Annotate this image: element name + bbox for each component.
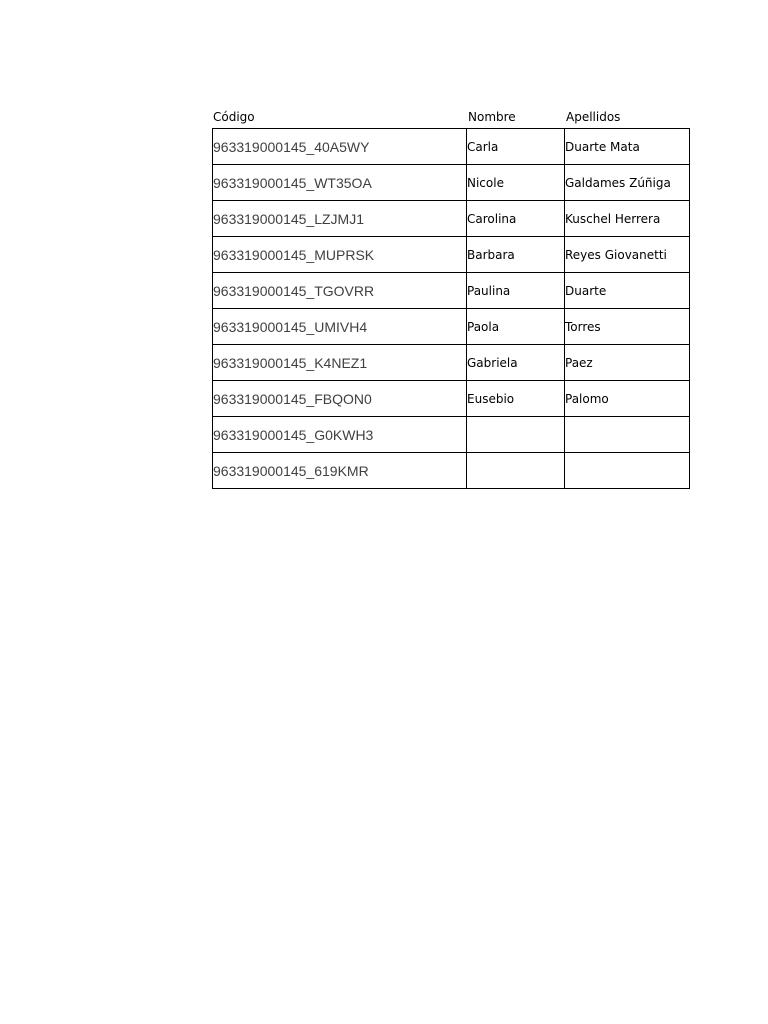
table-row (213, 201, 690, 237)
name-cell (467, 453, 565, 489)
header-codigo: Código (213, 110, 255, 124)
last-name-cell: Kuschel Herrera (565, 201, 690, 237)
name-cell: Paola (467, 309, 565, 345)
last-name-cell: Duarte Mata (565, 129, 690, 165)
table-header (213, 110, 690, 128)
table-row (213, 381, 690, 417)
code-cell: 963319000145_LZJMJ1 (213, 201, 467, 237)
last-name-cell: Torres (565, 309, 690, 345)
table-row (213, 165, 690, 201)
name-cell (467, 417, 565, 453)
name-cell: Carla (467, 129, 565, 165)
last-name-cell (565, 453, 690, 489)
name-cell: Carolina (467, 201, 565, 237)
code-cell: 963319000145_FBQON0 (213, 381, 467, 417)
table-row (213, 453, 690, 489)
last-name-cell: Galdames Zúñiga (565, 165, 690, 201)
code-cell: 963319000145_G0KWH3 (213, 417, 467, 453)
table-row (213, 237, 690, 273)
table-row (213, 417, 690, 453)
code-cell: 963319000145_K4NEZ1 (213, 345, 467, 381)
table-row (213, 345, 690, 381)
table-row (213, 129, 690, 165)
table-row (213, 309, 690, 345)
last-name-cell: Reyes Giovanetti (565, 237, 690, 273)
code-cell: 963319000145_MUPRSK (213, 237, 467, 273)
last-name-cell: Duarte (565, 273, 690, 309)
last-name-cell: Paez (565, 345, 690, 381)
table-row (213, 273, 690, 309)
header-apellidos: Apellidos (566, 110, 621, 124)
name-cell: Paulina (467, 273, 565, 309)
name-cell: Nicole (467, 165, 565, 201)
name-cell: Gabriela (467, 345, 565, 381)
header-nombre: Nombre (468, 110, 516, 124)
code-cell: 963319000145_UMIVH4 (213, 309, 467, 345)
last-name-cell: Palomo (565, 381, 690, 417)
code-cell: 963319000145_40A5WY (213, 129, 467, 165)
code-cell: 963319000145_TGOVRR (213, 273, 467, 309)
code-cell: 963319000145_WT35OA (213, 165, 467, 201)
participants-table (212, 128, 690, 489)
last-name-cell (565, 417, 690, 453)
name-cell: Barbara (467, 237, 565, 273)
name-cell: Eusebio (467, 381, 565, 417)
code-cell: 963319000145_619KMR (213, 453, 467, 489)
